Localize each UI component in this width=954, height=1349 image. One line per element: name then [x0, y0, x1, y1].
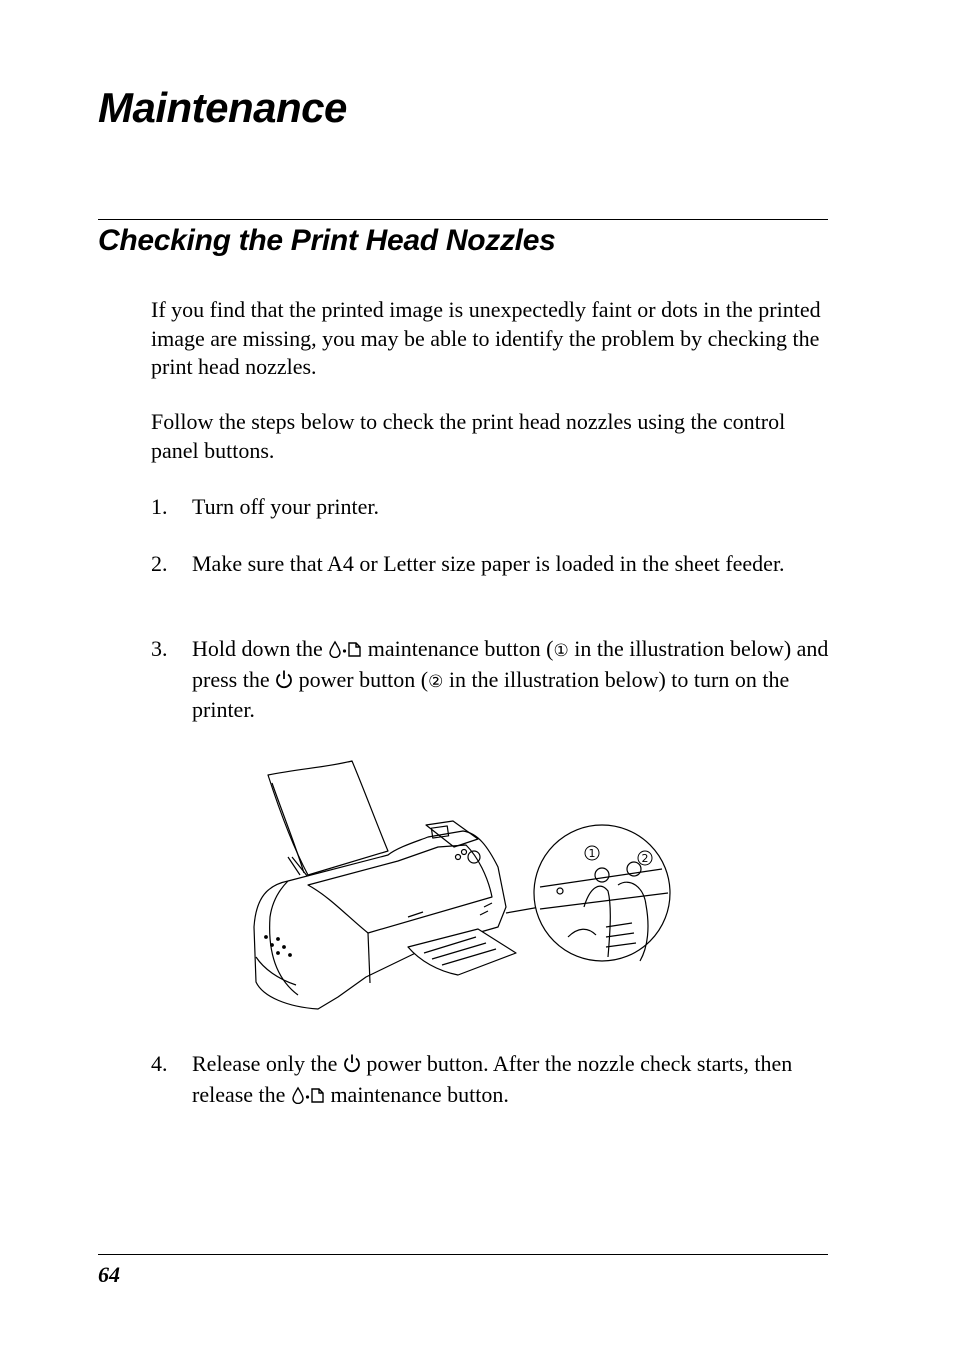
section-divider [98, 219, 828, 220]
callout-1-label: 1 [588, 847, 596, 860]
callout-2-label: 2 [641, 852, 649, 865]
step-text: power button ( [298, 666, 429, 692]
step-text: Make sure that A4 or Letter size paper is loaded in the sheet feeder. [192, 551, 785, 576]
step-text: Hold down the [192, 636, 323, 661]
step-text: Release only the [192, 1051, 338, 1076]
step-number: 4. [151, 1051, 168, 1076]
chapter-title: Maintenance [98, 84, 347, 131]
step-4 [151, 1050, 831, 1111]
power-icon [275, 668, 293, 697]
step-number: 2. [151, 551, 168, 576]
section-title: Checking the Print Head Nozzles [98, 224, 556, 257]
maintenance-icon [328, 637, 362, 666]
step-text: power button. After the nozzle check starts, then release the [192, 1051, 793, 1107]
callout-2-marker: ② [428, 671, 444, 692]
printer-illustration [248, 757, 678, 1022]
intro-paragraph-1: If you find that the printed image is unexpectedly faint or dots in the printed image are missing, you may be able to identify the problem by checking the print head nozzles. [151, 297, 821, 379]
step-1 [151, 493, 831, 522]
step-text: maintenance button. [330, 1081, 509, 1107]
step-3 [151, 635, 831, 725]
step-number: 1. [151, 494, 168, 519]
printer-drawing [248, 757, 678, 1017]
intro-paragraph-2: Follow the steps below to check the print head nozzles using the control panel buttons. [151, 409, 786, 463]
page-number: 64 [98, 1262, 120, 1287]
step-text: maintenance button ( [367, 636, 554, 661]
step-text: Turn off your printer. [192, 494, 379, 519]
step-2 [151, 550, 831, 579]
maintenance-icon [291, 1083, 325, 1112]
power-icon [343, 1052, 361, 1081]
step-text: in the illustration below) and press the [192, 636, 829, 692]
step-text: in the illustration below) to turn on the printer. [192, 666, 790, 722]
callout-1-marker: ① [553, 641, 569, 661]
footer-divider [98, 1254, 828, 1255]
step-number: 3. [151, 636, 168, 661]
